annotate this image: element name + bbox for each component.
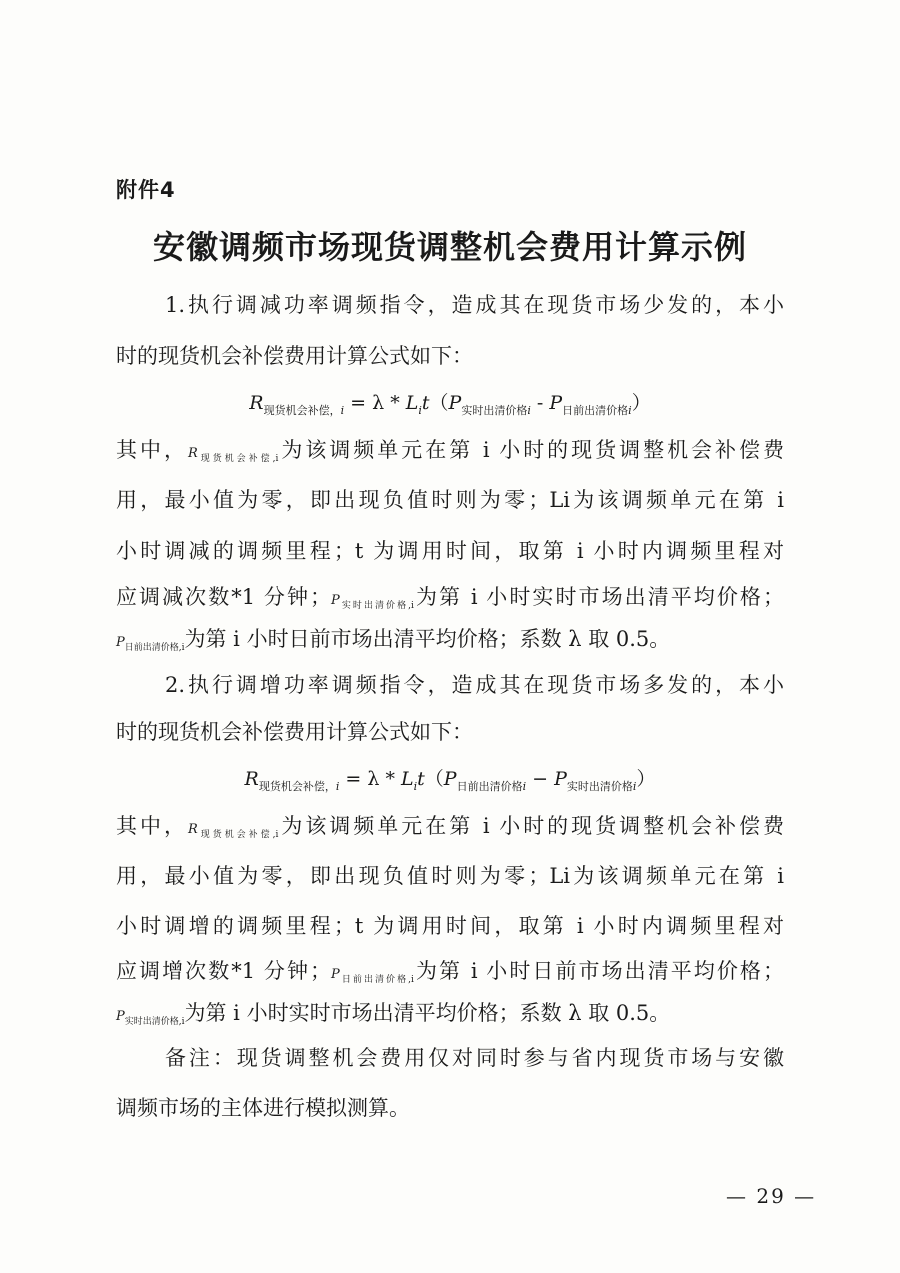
section1-where-line2: 用，最小值为零，即出现负值时则为零；Li为该调频单元在第 i	[116, 488, 784, 512]
section1-intro-line2: 时的现货机会补偿费用计算公式如下：	[116, 344, 473, 368]
section1-where-line4: 应调减次数*1 分钟；$P_{实时出清价格,i}$为第 i 小时实时市场出清平均价格；	[116, 585, 784, 611]
p-realtime-symbol: $P_{实时出清价格,i}$	[116, 1009, 185, 1027]
section2-formula: $R_{现货机会补偿,i} = \lambda * L_it(P_{日前出清价格i} - P_{实时出清价格i})$	[244, 768, 656, 793]
note-line2: 调频市场的主体进行模拟测算。	[116, 1096, 410, 1120]
attachment-label: 附件4	[116, 178, 176, 202]
note-line1: 备注：现货调整机会费用仅对同时参与省内现货市场与安徽	[165, 1046, 784, 1070]
section2-where-line1: 其中，$R_{现货机会补偿,i}$为该调频单元在第 i 小时的现货调整机会补偿费	[116, 814, 784, 840]
section1-where-line3: 小时调减的调频里程；t 为调用时间，取第 i 小时内调频里程对	[116, 539, 784, 563]
page-number: — 29 —	[726, 1184, 817, 1208]
section1-where-line1: 其中，$R_{现货机会补偿,i}$为该调频单元在第 i 小时的现货调整机会补偿费	[116, 438, 784, 464]
r-symbol: $R_{现货机会补偿,i}$	[187, 446, 279, 464]
p-dayahead-symbol: $P_{日前出清价格,i}$	[331, 967, 414, 985]
p-dayahead-symbol: $P_{日前出清价格,i}$	[116, 635, 185, 653]
section1-where-line5: $P_{日前出清价格,i}$为第 i 小时日前市场出清平均价格；系数 λ 取 0.5。	[116, 627, 671, 653]
section1-formula: $R_{现货机会补偿,i} = \lambda * L_it(P_{实时出清价格i} - P_{日前出清价格i})$	[249, 392, 651, 417]
section2-where-line3: 小时调增的调频里程；t 为调用时间，取第 i 小时内调频里程对	[116, 914, 784, 938]
section2-intro-line1: 2.执行调增功率调频指令，造成其在现货市场多发的，本小	[165, 673, 784, 697]
r-symbol: $R_{现货机会补偿,i}$	[187, 822, 279, 840]
section2-where-line5: $P_{实时出清价格,i}$为第 i 小时实时市场出清平均价格；系数 λ 取 0.5。	[116, 1001, 671, 1027]
p-realtime-symbol: $P_{实时出清价格,i}$	[331, 593, 414, 611]
section2-where-line4: 应调增次数*1 分钟；$P_{日前出清价格,i}$为第 i 小时日前市场出清平均价格；	[116, 959, 784, 985]
section1-intro-line1: 1.执行调减功率调频指令，造成其在现货市场少发的，本小	[165, 293, 784, 317]
section2-intro-line2: 时的现货机会补偿费用计算公式如下：	[116, 720, 473, 744]
document-title: 安徽调频市场现货调整机会费用计算示例	[152, 228, 747, 266]
section2-where-line2: 用，最小值为零，即出现负值时则为零；Li为该调频单元在第 i	[116, 864, 784, 888]
